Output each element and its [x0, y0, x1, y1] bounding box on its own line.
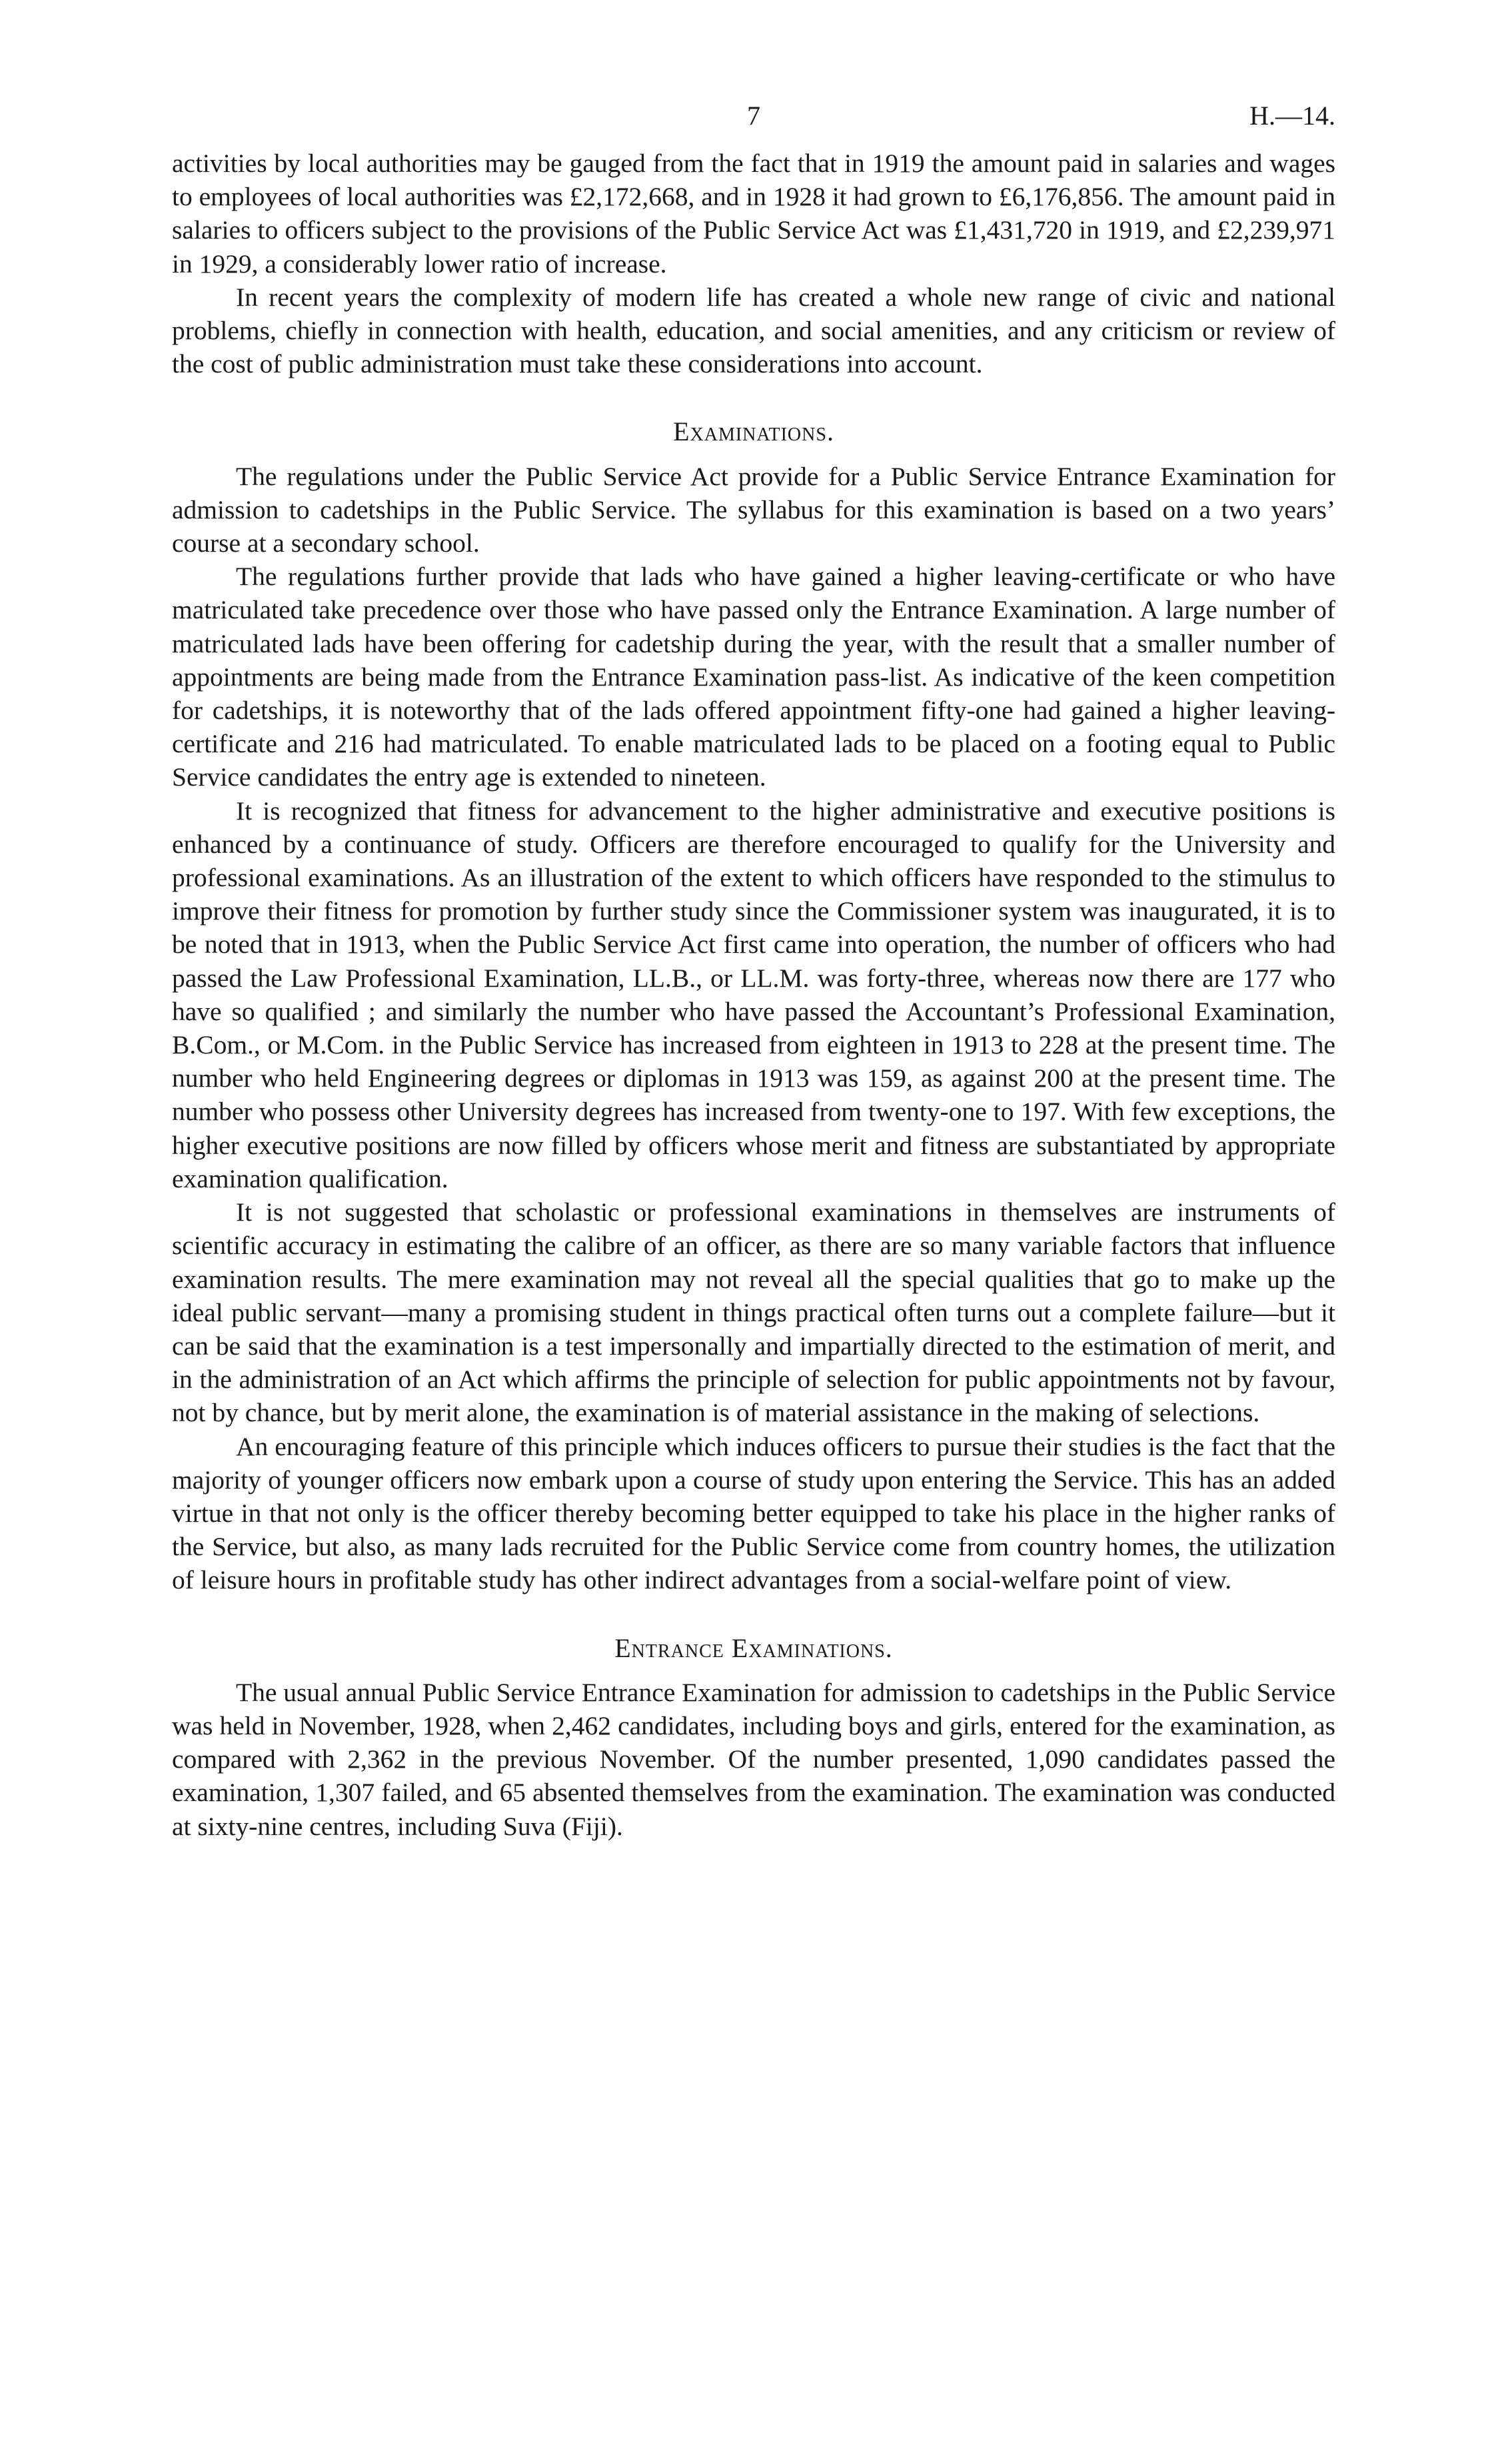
document-reference: H.—14. [1249, 101, 1335, 131]
examinations-paragraph: The regulations further provide that lads who have gained a higher leaving-certificate or who have matriculated take precedence over those who have passed only the Entrance Examination. A large number of matriculated lads have been offering for cadetship during the year, with the result that a smaller number of appointments are being made from the Entrance Examination pass-list. As indicative of the keen competition for cadetships, it is noteworthy that of the lads offered appointment fifty-one had gained a higher leaving-certificate and 216 had matriculated. To enable matriculated lads to be placed on a footing equal to Public Service candidates the entry age is extended to nineteen. [172, 562, 1335, 792]
section-heading-entrance-examinations: Entrance Examinations. [614, 1632, 893, 1663]
examinations-paragraph: An encouraging feature of this principle which induces officers to pursue their studies is the fact that the majority of younger officers now embark upon a course of study upon entering the Service. This has an added virtue in that not only is the officer thereby becoming better equipped to take his place in the higher ranks of the Service, but also, as many lads recruited for the Public Service come from country homes, the utilization of leisure hours in profitable study has other indirect advantages from a social-welfare point of view. [172, 1431, 1335, 1595]
intro-paragraph-continued: activities by local authorities may be gauged from the fact that in 1919 the amount paid in salaries and wages to employees of local authorities was £2,172,668, and in 1928 it had grown to £6,176,856. The amount paid in salaries to officers subject to the provisions of the Public Service Act was £1,431,720 in 1919, and £2,239,971 in 1929, a considerably lower ratio of increase. [172, 149, 1335, 279]
examinations-paragraph: It is not suggested that scholastic or professional examinations in themselves are instruments of scientific accuracy in estimating the calibre of an officer, as there are so many variable factors that influence examination results. The mere examination may not reveal all the special qualities that go to make up the ideal public servant—many a promising student in things practical often turns out a complete failure—but it can be said that the examination is a test impersonally and impartially directed to the estimation of merit, and in the administration of an Act which affirms the principle of selection for public appointments not by favour, not by chance, but by merit alone, the examination is of material assistance in the making of selections. [172, 1197, 1335, 1428]
examinations-paragraph: It is recognized that fitness for advancement to the higher administrative and executive positions is enhanced by a continuance of study. Officers are therefore encouraged to qualify for the University and professional examinations. As an illustration of the extent to which officers have responded to the stimulus to improve their fitness for promotion by further study since the Commissioner system was inaugurated, it is to be noted that in 1913, when the Public Service Act first came into operation, the number of officers who had passed the Law Professional Examination, LL.B., or LL.M. was forty-three, whereas now there are 177 who have so qualified ; and similarly the number who have passed the Accountant’s Professional Examination, B.Com., or M.Com. in the Public Service has increased from eighteen in 1913 to 228 at the present time. The number who held Engineering degrees or diplomas in 1913 was 159, as against 200 at the present time. The number who possess other University degrees has increased from twenty-one to 197. With few exceptions, the higher executive positions are now filled by officers whose merit and fitness are substantiated by appropriate examination qualification. [172, 796, 1335, 1193]
intro-paragraph: In recent years the complexity of modern life has created a whole new range of civic and national problems, chiefly in connection with health, education, and social amenities, and any criticism or review of the cost of public administration must take these considerations into account. [172, 282, 1335, 379]
document-page [172, 100, 1335, 2399]
section-heading-examinations: Examinations. [673, 416, 834, 447]
document-body [172, 147, 1335, 1843]
entrance-examinations-paragraph: The usual annual Public Service Entrance Examination for admission to cadetships in the Public Service was held in November, 1928, when 2,462 candidates, including boys and girls, entered for the examination, as compared with 2,362 in the previous November. Of the number presented, 1,090 candidates passed the examination, 1,307 failed, and 65 absented themselves from the examination. The examination was conducted at sixty-nine centres, including Suva (Fiji). [172, 1677, 1335, 1841]
examinations-paragraph: The regulations under the Public Service Act provide for a Public Service Entrance Examination for admission to cadetships in the Public Service. The syllabus for this examination is based on a two years’ course at a secondary school. [172, 461, 1335, 558]
page-header [172, 100, 1335, 147]
page-number: 7 [747, 101, 760, 131]
